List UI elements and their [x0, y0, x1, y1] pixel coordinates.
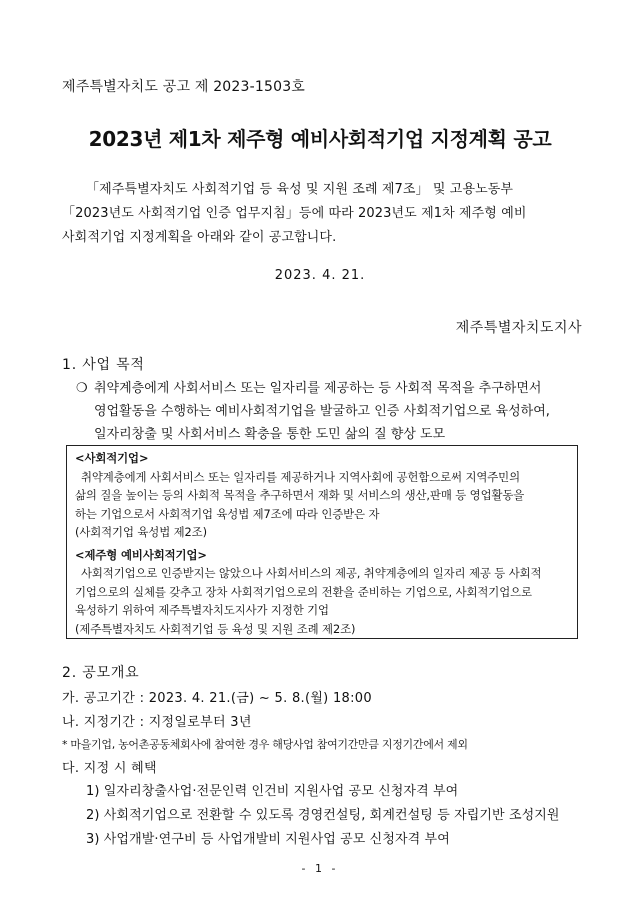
item-announcement-period: 가. 공고기간 : 2023. 4. 21.(금) ~ 5. 8.(월) 18:00: [62, 691, 372, 706]
exclusion-note: * 마을기업, 농어촌공동체회사에 참여한 경우 해당사업 참여기간만큼 지정기간에서 제외: [62, 738, 468, 751]
benefit-3: 3) 사업개발·연구비 등 사업개발비 지원사업 공모 신청자격 부여: [86, 832, 450, 847]
benefit-2: 2) 사회적기업으로 전환할 수 있도록 경영컨설팅, 회계컨설팅 등 자립기반 조성지원: [86, 808, 560, 823]
purpose-bullet: [76, 377, 586, 446]
document-title: 2023년 제1차 제주형 예비사회적기업 지정계획 공고: [88, 127, 552, 151]
definition-source: (제주특별자치도 사회적기업 등 육성 및 지원 조례 제2조): [75, 621, 356, 636]
purpose-line: 일자리창출 및 사회서비스 확충을 통한 도민 삶의 질 향상 도모: [94, 427, 446, 442]
purpose-line: 취약계층에게 사회서비스 또는 일자리를 제공하는 등 사회적 목적을 추구하면서: [94, 381, 542, 396]
section-2-title: 2. 공모개요: [62, 665, 140, 681]
page-number: - 1 -: [301, 862, 339, 875]
purpose-text: [94, 377, 586, 446]
definition-line: 취약계층에게 사회서비스 또는 일자리를 제공하거나 지역사회에 공헌함으로써 지역주민의: [81, 469, 520, 484]
item-benefits: 다. 지정 시 혜택: [62, 761, 157, 776]
definition-line: 기업으로의 실체를 갖추고 장차 사회적기업으로의 전환을 준비하는 기업으로, 사회적기업으로: [75, 584, 532, 599]
definition-box: [66, 445, 578, 639]
definition-term-social-enterprise: <사회적기업>: [75, 451, 149, 465]
intro-paragraph: [62, 178, 582, 250]
definition-term-jeju-pre-social-enterprise: <제주형 예비사회적기업>: [75, 547, 207, 562]
notice-date: 2023. 4. 21.: [274, 268, 366, 283]
definition-line: 육성하기 위하여 제주특별자치도지사가 지정한 기업: [75, 603, 329, 617]
notice-number: 제주특별자치도 공고 제 2023-1503호: [62, 79, 306, 95]
definition-line: 하는 기업으로서 사회적기업 육성법 제7조에 따라 인증받은 자: [75, 506, 380, 521]
intro-line-2: 「2023년도 사회적기업 인증 업무지침」등에 따라 2023년도 제1차 제주형 예비: [62, 206, 527, 221]
item-designation-period: 나. 지정기간 : 지정일로부터 3년: [62, 715, 252, 730]
issuer-name: 제주특별자치도지사: [455, 320, 582, 336]
definition-source: (사회적기업 육성법 제2조): [75, 525, 207, 539]
circle-bullet-icon: ❍: [76, 381, 88, 396]
purpose-line: 영업활동을 수행하는 예비사회적기업을 발굴하고 인증 사회적기업으로 육성하여,: [94, 404, 550, 419]
definition-line: 사회적기업으로 인증받지는 않았으나 사회서비스의 제공, 취약계층에의 일자리 제공 등 사회적: [81, 566, 542, 580]
definition-line: 삶의 질을 높이는 등의 사회적 목적을 추구하면서 재화 및 서비스의 생산,판매 등 영업활동을: [75, 488, 525, 502]
benefit-1: 1) 일자리창출사업·전문인력 인건비 지원사업 공모 신청자격 부여: [86, 784, 459, 799]
section-1-title: 1. 사업 목적: [62, 357, 145, 373]
intro-line-1: 「제주특별자치도 사회적기업 등 육성 및 지원 조례 제7조」 및 고용노동부: [86, 182, 514, 197]
intro-line-3: 사회적기업 지정계획을 아래와 같이 공고합니다.: [62, 230, 337, 245]
